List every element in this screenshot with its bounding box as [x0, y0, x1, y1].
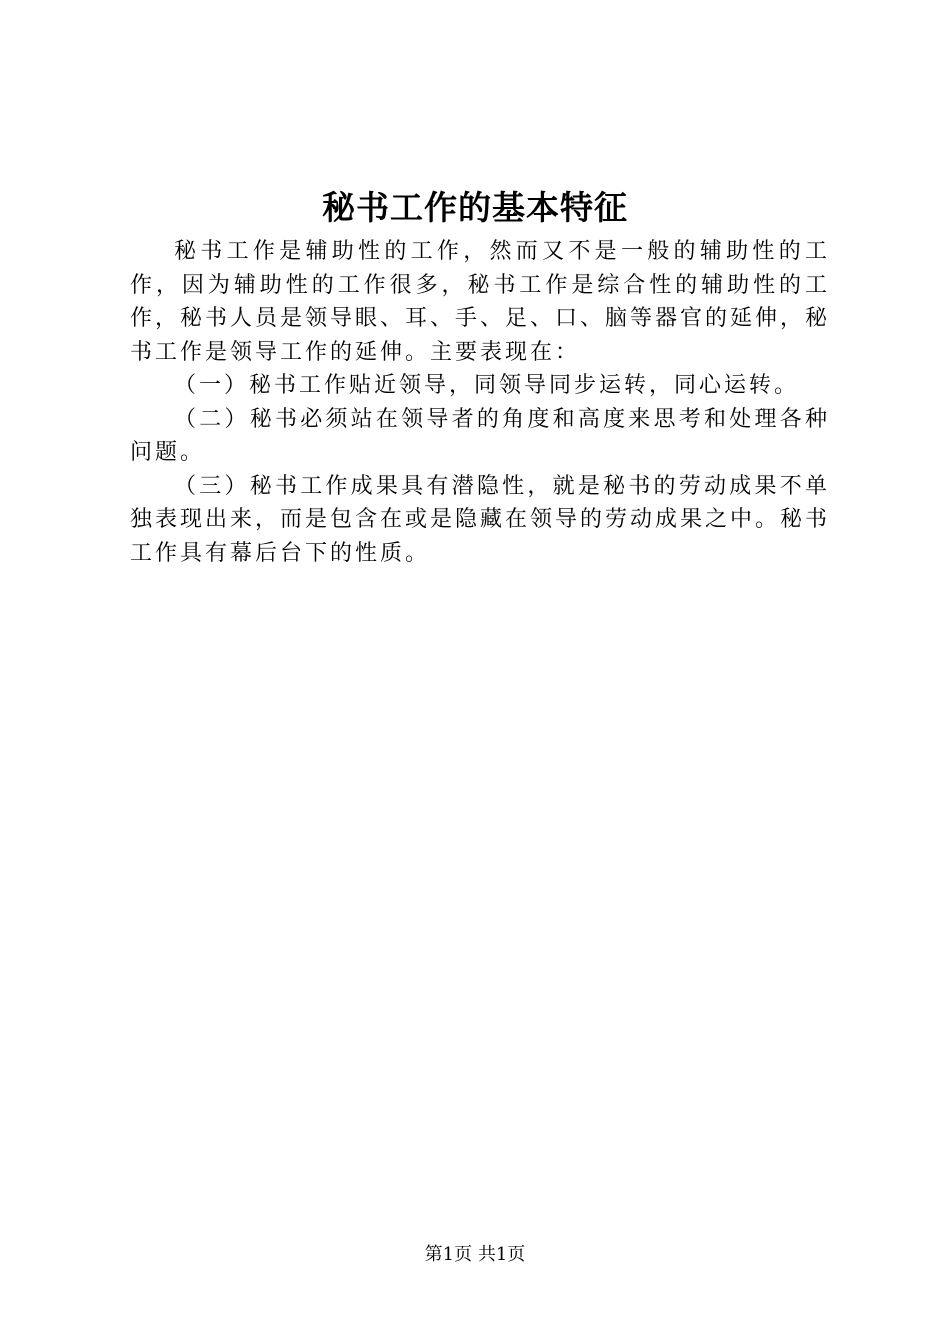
paragraph-point-1: （一）秘书工作贴近领导，同领导同步运转，同心运转。	[174, 373, 800, 398]
paragraph-intro: 秘书工作是辅助性的工作，然而又不是一般的辅助性的工作，因为辅助性的工作很多，秘书工作是综合性的辅助性的工作，秘书人员是领导眼、耳、手、足、口、脑等器官的延伸，秘书工作是领导工作的延伸。主要表现在：	[130, 239, 831, 365]
document-body	[130, 235, 830, 570]
document-title: 秘书工作的基本特征	[322, 188, 628, 227]
paragraph-point-3: （三）秘书工作成果具有潜隐性，就是秘书的劳动成果不单独表现出来，而是包含在或是隐藏在领导的劳动成果之中。秘书工作具有幕后台下的性质。	[130, 473, 831, 566]
paragraph-point-2: （二）秘书必须站在领导者的角度和高度来思考和处理各种问题。	[130, 406, 830, 465]
page-footer: 第1页 共1页	[424, 1244, 526, 1265]
